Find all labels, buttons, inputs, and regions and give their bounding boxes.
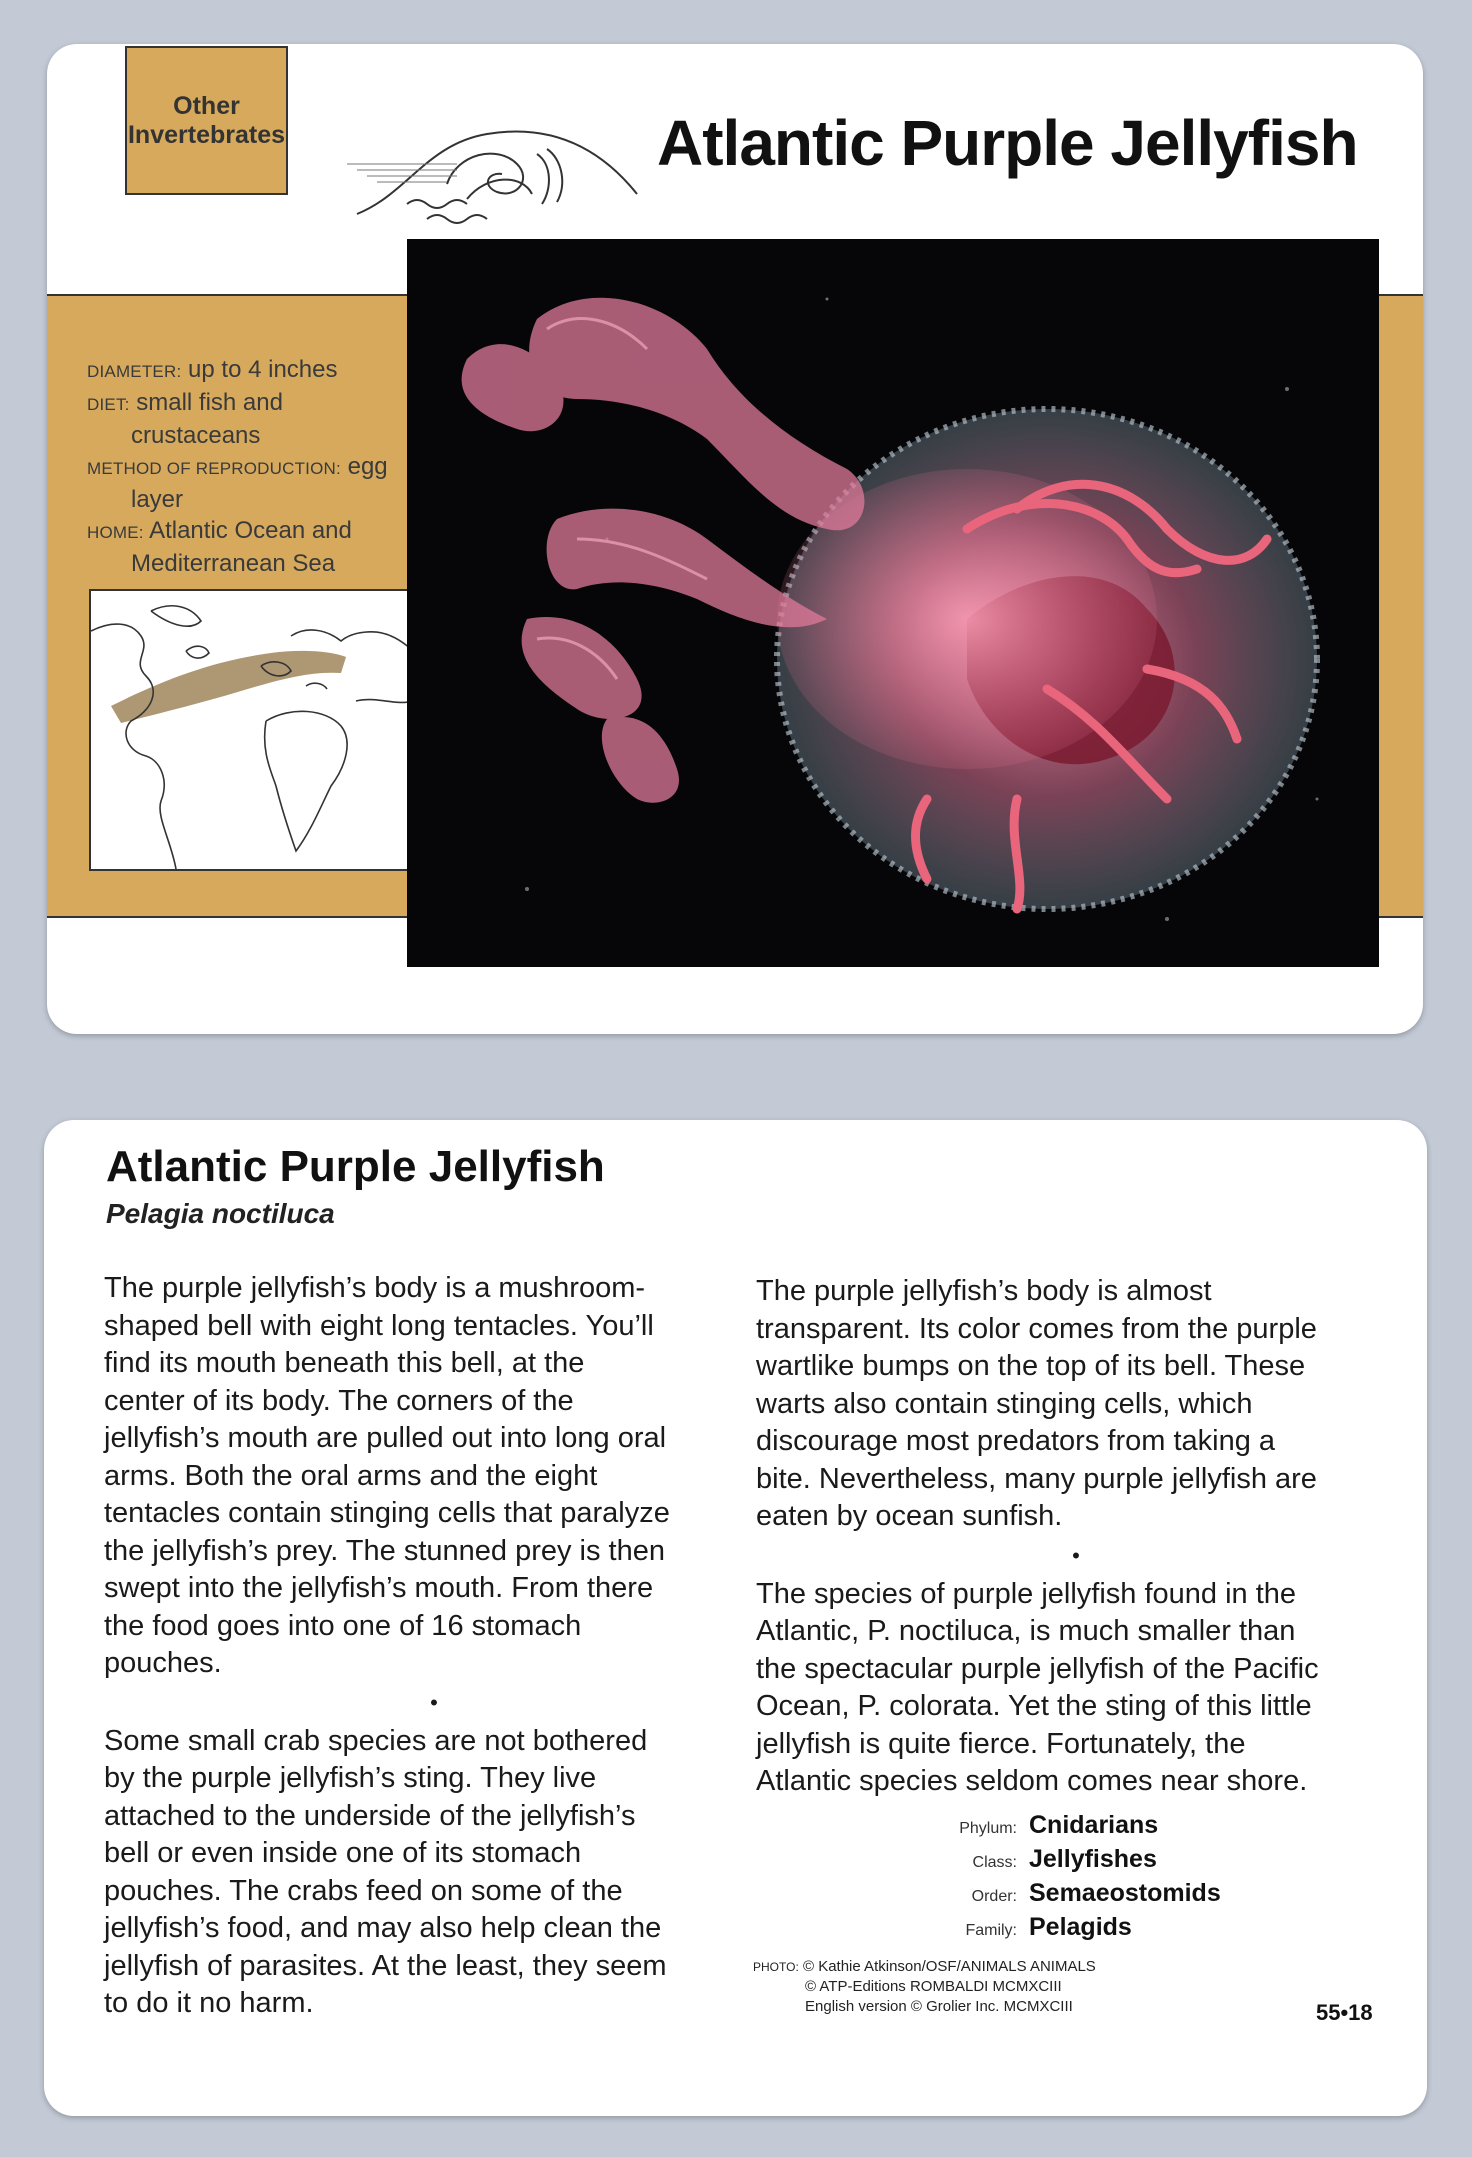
back-title: Atlantic Purple Jellyfish	[106, 1142, 605, 1191]
diet-label: DIET:	[87, 395, 130, 414]
diet-value: small fish and	[136, 389, 283, 416]
diameter-label: DIAMETER:	[87, 362, 182, 381]
text-line: pouches.	[104, 1647, 222, 1679]
text-line: center of its body. The corners of the	[104, 1384, 574, 1417]
range-map	[89, 589, 415, 871]
text-line: transparent. Its color comes from the purple	[756, 1312, 1317, 1345]
text-line: bell or even inside one of its stomach	[104, 1837, 582, 1869]
taxonomy-value: Semaeostomids	[1029, 1879, 1221, 1907]
facts-list	[87, 354, 417, 579]
world-map-icon	[91, 591, 413, 869]
card-front	[47, 44, 1423, 1034]
text-line: find its mouth beneath this bell, at the	[104, 1347, 585, 1379]
taxonomy-row	[929, 1878, 1221, 1912]
text-line: the food goes into one of 16 stomach	[104, 1609, 582, 1642]
text-line: Atlantic, P. noctiluca, is much smaller than	[756, 1615, 1296, 1647]
jellyfish-image	[407, 239, 1379, 967]
left-column	[104, 1270, 764, 2023]
taxonomy-row	[929, 1810, 1221, 1844]
text-line: swept into the jellyfish’s mouth. From there	[104, 1572, 654, 1604]
text-line: by the purple jellyfish’s sting. They live	[104, 1762, 597, 1794]
category-box	[125, 46, 288, 195]
taxonomy-value: Pelagids	[1029, 1913, 1132, 1941]
right-column	[756, 1273, 1396, 1801]
right-paragraph-2	[756, 1576, 1396, 1801]
text-line: jellyfish’s food, and may also help clean the	[104, 1912, 662, 1944]
text-line: eaten by ocean sunfish.	[756, 1500, 1063, 1532]
text-line: arms. Both the oral arms and the eight	[104, 1459, 598, 1492]
taxonomy-label: Order:	[971, 1888, 1017, 1905]
home-value: Atlantic Ocean and	[149, 517, 352, 544]
credit-line-2: © ATP-Editions ROMBALDI MCMXCIII	[805, 1978, 1062, 1995]
reproduction-value-cont: layer	[131, 486, 184, 513]
reproduction-label: METHOD OF REPRODUCTION:	[87, 459, 341, 478]
credit-line-3: English version © Grolier Inc. MCMXCIII	[805, 1998, 1073, 2015]
text-line: jellyfish is quite fierce. Fortunately, the	[756, 1727, 1246, 1760]
taxonomy-label: Phylum:	[959, 1820, 1017, 1837]
right-paragraph-1	[756, 1273, 1396, 1536]
separator-dot: •	[1072, 1542, 1080, 1568]
card-back	[44, 1120, 1427, 2116]
taxonomy-value: Jellyfishes	[1029, 1845, 1157, 1873]
card-number: 55•18	[1316, 2000, 1373, 2025]
reproduction-value: egg	[347, 453, 388, 480]
scientific-name: Pelagia noctiluca	[106, 1198, 335, 1229]
text-line: The purple jellyfish’s body is almost	[756, 1275, 1212, 1307]
text-line: to do it no harm.	[104, 1987, 314, 2019]
left-paragraph-2	[104, 1723, 764, 2023]
text-line: attached to the underside of the jellyfish’s	[104, 1799, 636, 1832]
text-line: warts also contain stinging cells, which	[756, 1387, 1253, 1420]
text-line: The purple jellyfish’s body is a mushroom-	[104, 1272, 646, 1304]
category-line-2: Invertebrates	[127, 120, 286, 149]
text-line: the spectacular purple jellyfish of the Pacific	[756, 1652, 1319, 1685]
text-line: wartlike bumps on the top of its bell. These	[756, 1350, 1306, 1382]
text-line: pouches. The crabs feed on some of the	[104, 1874, 623, 1907]
home-label: HOME:	[87, 523, 144, 542]
taxonomy-row	[929, 1844, 1221, 1878]
text-line: Atlantic species seldom comes near shore.	[756, 1765, 1308, 1797]
photo-credits	[753, 1957, 1096, 2017]
left-paragraph-1	[104, 1270, 764, 1683]
wave-icon	[347, 104, 677, 234]
photo-label: PHOTO:	[753, 1960, 799, 1974]
text-line: Some small crab species are not bothered	[104, 1724, 648, 1757]
taxonomy-label: Class:	[972, 1854, 1017, 1871]
text-line: the jellyfish’s prey. The stunned prey is then	[104, 1534, 665, 1567]
text-line: shaped bell with eight long tentacles. You’ll	[104, 1309, 654, 1342]
category-line-1: Other	[173, 91, 240, 120]
text-line: jellyfish’s mouth are pulled out into long oral	[104, 1422, 667, 1454]
text-line: discourage most predators from taking a	[756, 1425, 1276, 1457]
taxonomy-label: Family:	[965, 1922, 1017, 1939]
text-line: jellyfish of parasites. At the least, they seem	[104, 1949, 667, 1982]
taxonomy-row	[929, 1912, 1221, 1946]
credit-line-1: © Kathie Atkinson/OSF/ANIMALS ANIMALS	[802, 1958, 1096, 1975]
text-line: bite. Nevertheless, many purple jellyfish are	[756, 1462, 1317, 1495]
diameter-value: up to 4 inches	[188, 356, 338, 383]
diet-value-cont: crustaceans	[131, 422, 261, 449]
front-title: Atlantic Purple Jellyfish	[657, 107, 1358, 179]
text-line: Ocean, P. colorata. Yet the sting of this little	[756, 1690, 1312, 1722]
jellyfish-photo	[407, 239, 1379, 967]
home-value-cont: Mediterranean Sea	[131, 550, 336, 577]
taxonomy-value: Cnidarians	[1029, 1811, 1159, 1839]
text-line: The species of purple jellyfish found in the	[756, 1577, 1297, 1610]
taxonomy-list	[929, 1810, 1221, 1946]
separator-dot: •	[430, 1689, 438, 1715]
text-line: tentacles contain stinging cells that paralyze	[104, 1497, 670, 1529]
